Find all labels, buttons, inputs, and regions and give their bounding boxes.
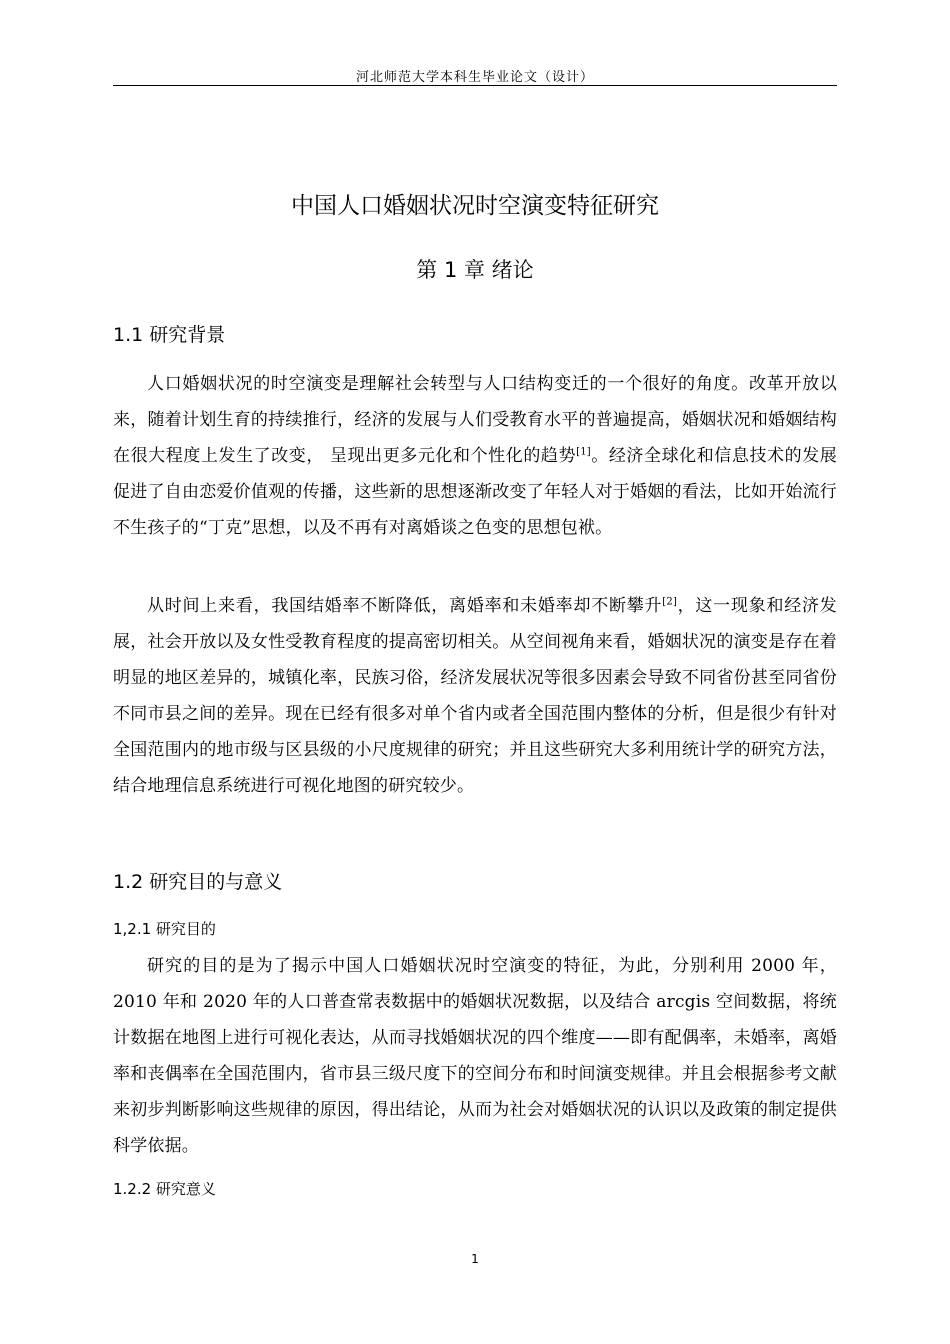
running-header: 河北师范大学本科生毕业论文（设计） xyxy=(355,70,594,85)
section-heading-1-2: 1.2 研究目的与意义 xyxy=(113,871,283,893)
paragraph-text: 人口婚姻状况的时空演变是理解社会转型与人口结构变迁的一个很好的角度。改革开放以来，随着计划生育的持续推行，经济的发展与人们受教育水平的普遍提高，婚姻状况和婚姻结构在很大程度上发生了改变， 呈现出更多元化和个性化的趋势 xyxy=(113,374,837,466)
page-number: 1 xyxy=(471,1252,479,1266)
paragraph-purpose: 研究的目的是为了揭示中国人口婚姻状况时空演变的特征，为此，分别利用 2000 年，2010 年和 2020 年的人口普查常表数据中的婚姻状况数据，以及结合 arcgis 空间数据，将统计数据在地图上进行可视化表达，从而寻找婚姻状况的四个维度——即有配偶率，未婚率，离婚率和丧偶率在全国范围内，省市县三级尺度下的空间分布和时间演变规律。并且会根据参考文献来初步判断影响这些规律的原因，得出结论，从而为社会对婚姻状况的认识以及政策的制定提供科学依据。 xyxy=(113,956,837,1156)
citation-ref[interactable]: [2] xyxy=(662,596,678,608)
subsection-heading-1-2-2: 1.2.2 研究意义 xyxy=(113,1180,216,1198)
paragraph-background-2 xyxy=(113,588,837,804)
header-rule xyxy=(113,85,837,86)
subsection-heading-1-2-1: 1,2.1 研究目的 xyxy=(113,920,216,938)
chapter-title: 第 1 章 绪论 xyxy=(416,258,534,282)
paragraph-text: 从时间上来看，我国结婚率不断降低，离婚率和未婚率却不断攀升 xyxy=(147,596,663,616)
paragraph-text: 。经济全球化和信息技术的发展促进了自由恋爱价值观的传播，这些新的思想逐渐改变了年轻人对于婚姻的看法，比如开始流行不生孩子的“丁克”思想，以及不再有对离婚谈之色变的思想包袱。 xyxy=(113,446,837,538)
citation-ref[interactable]: [1] xyxy=(576,446,591,458)
paragraph-background-1 xyxy=(113,366,837,546)
paragraph-text: ，这一现象和经济发展，社会开放以及女性受教育程度的提高密切相关。从空间视角来看，婚姻状况的演变是存在着明显的地区差异的，城镇化率，民族习俗，经济发展状况等很多因素会导致不同省份甚至同省份不同市县之间的差异。现在已经有很多对单个省内或者全国范围内整体的分析，但是很少有针对全国范围内的地市级与区县级的小尺度规律的研究；并且这些研究大多利用统计学的研究方法，结合地理信息系统进行可视化地图的研究较少。 xyxy=(113,596,837,796)
paper-title: 中国人口婚姻状况时空演变特征研究 xyxy=(291,193,659,219)
section-heading-1-1: 1.1 研究背景 xyxy=(113,324,226,346)
